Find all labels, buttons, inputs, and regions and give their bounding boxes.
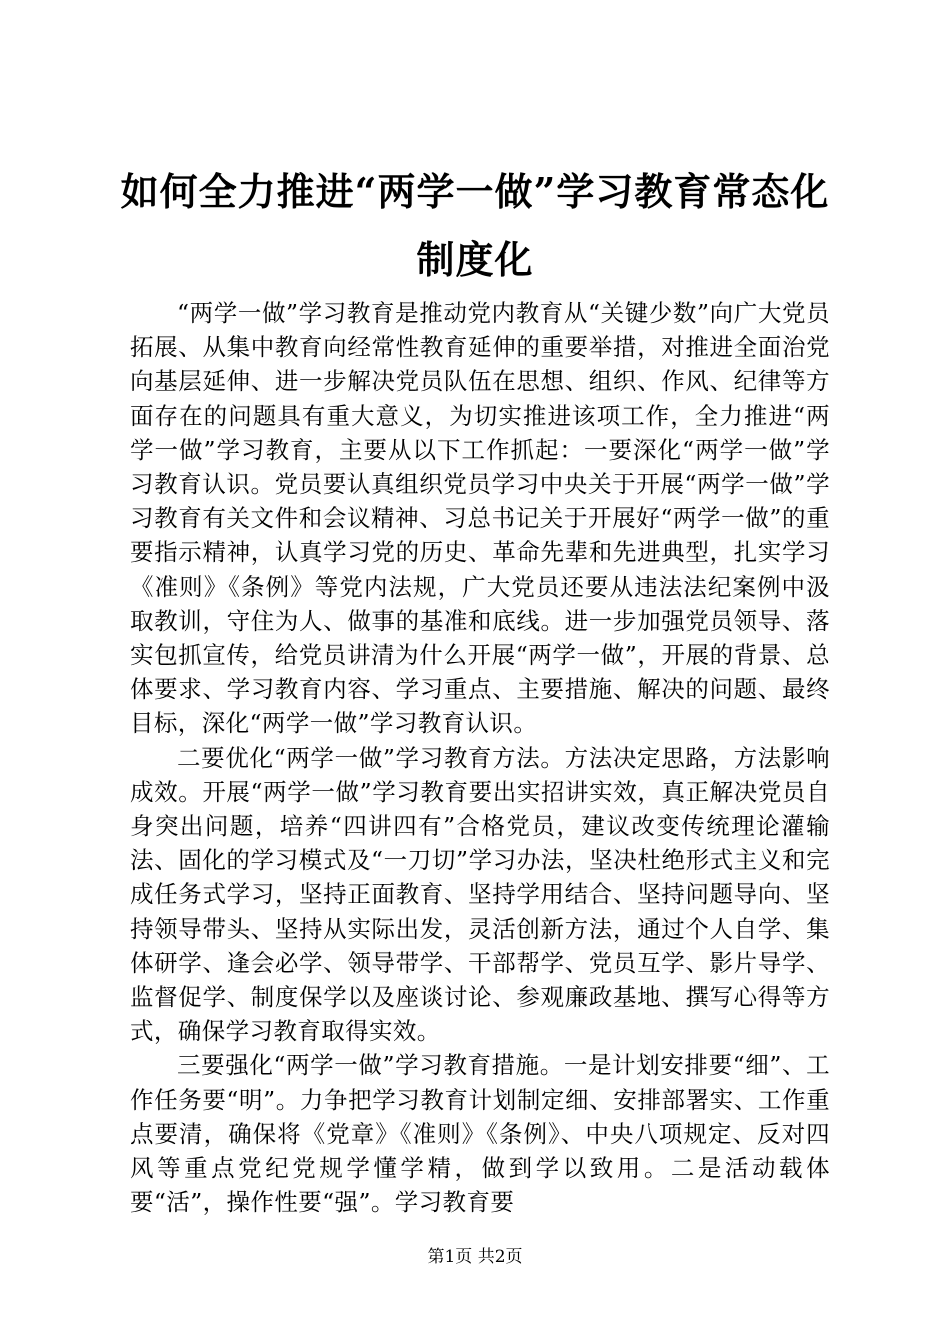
page-number-footer: 第1页 共2页 xyxy=(427,1247,523,1267)
paragraph-1: “两学一做”学习教育是推动党内教育从“关键少数”向广大党员拓展、从集中教育向经常性教育延伸的重要举措，对推进全面治党向基层延伸、进一步解决党员队伍在思想、组织、作风、纪律等方面存在的问题具有重大意义，为切实推进该项工作，全力推进“两学一做”学习教育，主要从以下工作抓起：一要深化“两学一做”学习教育认识。党员要认真组织党员学习中央关于开展“两学一做”学习教育有关文件和会议精神、习总书记关于开展好“两学一做”的重要指示精神，认真学习党的历史、革命先辈和先进典型，扎实学习《准则》《条例》等党内法规，广大党员还要从违法法纪案例中汲取教训，守住为人、做事的基准和底线。进一步加强党员领导、落实包抓宣传，给党员讲清为什么开展“两学一做”，开展的背景、总体要求、学习教育内容、学习重点、主要措施、解决的问题、最终目标，深化“两学一做”学习教育认识。 xyxy=(130,299,830,738)
document-title: 如何全力推进“两学一做”学习教育常态化制度化 xyxy=(120,169,830,282)
paragraph-3: 三要强化“两学一做”学习教育措施。一是计划安排要“细”、工作任务要“明”。力争把学习教育计划制定细、安排部署实、工作重点要清，确保将《党章》《准则》《条例》、中央八项规定、反对四风等重点党纪党规学懂学精，做到学以致用。二是活动载体要“活”，操作性要“强”。学习教育要 xyxy=(130,1051,830,1217)
document-body xyxy=(130,296,830,1253)
paragraph-2: 二要优化“两学一做”学习教育方法。方法决定思路，方法影响成效。开展“两学一做”学习教育要出实招讲实效，真正解决党员自身突出问题，培养“四讲四有”合格党员，建议改变传统理论灌输法、固化的学习模式及“一刀切”学习办法，坚决杜绝形式主义和完成任务式学习，坚持正面教育、坚持学用结合、坚持问题导向、坚持领导带头、坚持从实际出发，灵活创新方法，通过个人自学、集体研学、逢会必学、领导带学、干部帮学、党员互学、影片导学、监督促学、制度保学以及座谈讨论、参观廉政基地、撰写心得等方式，确保学习教育取得实效。 xyxy=(130,743,830,1046)
